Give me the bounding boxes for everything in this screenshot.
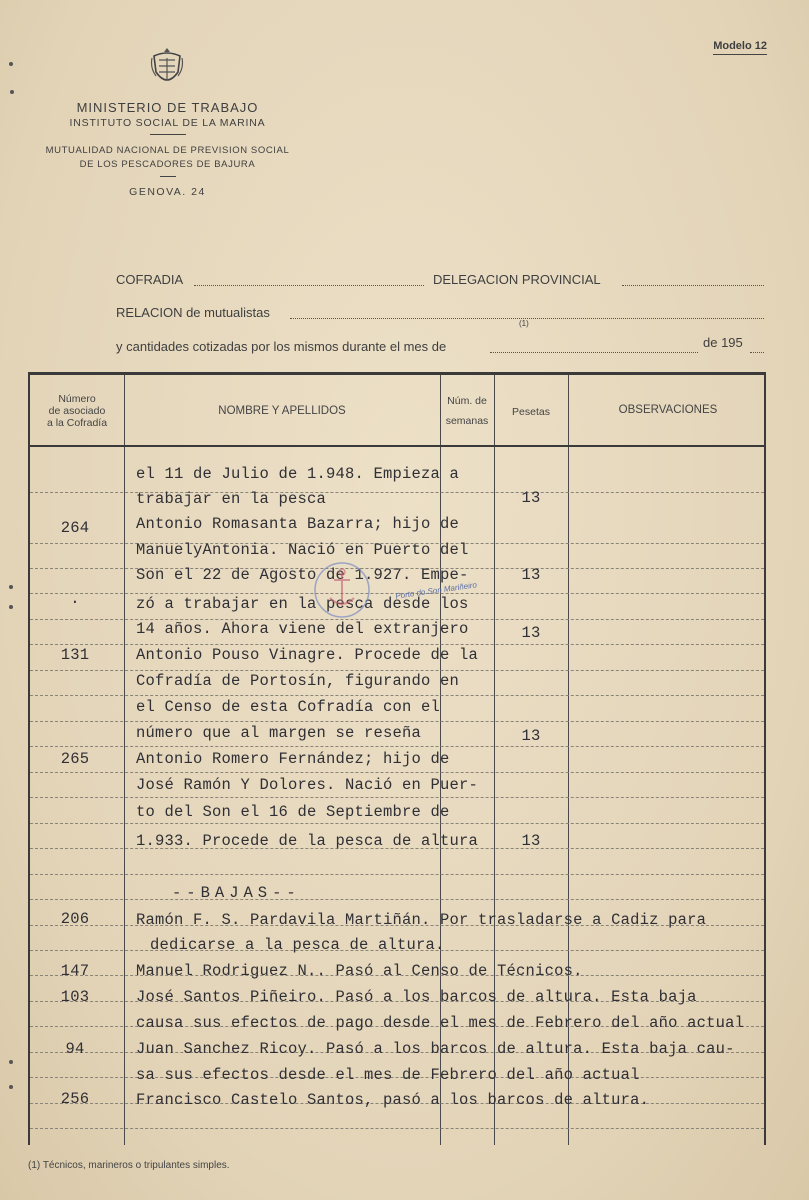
associate-number: 103 [60,988,90,1006]
entry-line: causa sus efectos de pago desde el mes de Febrero del año actual [136,1014,745,1032]
entry-line: 1.933. Procede de la pesca de altura [136,832,479,850]
margin-speck [9,1085,13,1089]
row-rule [30,746,764,747]
row-rule [30,797,764,798]
institute-title: INSTITUTO SOCIAL DE LA MARINA [69,117,266,129]
entry-line: sa sus efectos desde el mes de Febrero del año actual [136,1066,640,1084]
entry-line: to del Son el 16 de Septiembre de [136,803,450,821]
header-observaciones: OBSERVACIONES [618,404,718,416]
entry-line: Son el 22 de Agosto de 1.927. Empe- [136,566,469,584]
row-rule [30,1128,764,1129]
delegacion-field[interactable] [622,285,764,286]
entry-line: Antonio Romero Fernández; hijo de [136,750,450,768]
cofradia-field[interactable] [194,285,424,286]
row-rule [30,670,764,671]
associate-number: 147 [60,962,90,980]
row-rule [30,823,764,824]
entry-line: José Santos Piñeiro. Pasó a los barcos de altura. Esta baja [136,988,697,1006]
margin-speck [9,62,13,66]
entry-line: el 11 de Julio de 1.948. Empieza a [136,465,460,483]
pesetas-value: 13 [521,566,541,584]
row-rule [30,874,764,875]
entry-line: Manuel Rodriguez N.. Pasó al Censo de Técnicos. [136,962,583,980]
entry-line: número que al margen se reseña [136,724,422,742]
delegacion-label: DELEGACION PROVINCIAL [433,272,601,287]
entry-line: Juan Sanchez Ricoy. Pasó a los barcos de altura. Esta baja cau- [136,1040,735,1058]
column-divider [124,375,125,1145]
cantidades-label: y cantidades cotizadas por los mismos durante el mes de [116,339,447,354]
header-nombre: NOMBRE Y APELLIDOS [218,405,346,417]
entry-line: dedicarse a la pesca de altura. [150,936,445,954]
footnote: (1) Técnicos, marineros o tripulantes simples. [28,1160,230,1171]
pesetas-value: 13 [521,832,541,850]
pesetas-value: 13 [521,727,541,745]
associate-number: · [70,593,80,611]
associate-number: 206 [60,910,90,928]
model-number: Modelo 12 [713,40,767,55]
row-rule [30,899,764,900]
bajas-heading: --BAJAS-- [172,884,301,902]
pesetas-value: 13 [521,489,541,507]
coat-of-arms-icon [150,46,184,90]
header-separator [30,445,764,447]
entry-line: José Ramón Y Dolores. Nació en Puer- [136,776,479,794]
pesetas-value: 13 [521,624,541,642]
entry-line: 14 años. Ahora viene del extranjero [136,620,469,638]
margin-speck [9,605,13,609]
anchor-stamp-icon [312,560,372,620]
row-rule [30,644,764,645]
entry-line: Ramón F. S. Pardavila Martiñán. Por trasladarse a Cadiz para [136,911,707,929]
divider [160,176,176,177]
address: GENOVA. 24 [129,186,206,198]
entry-line: zó a trabajar en la pesca desde los [136,595,469,613]
associate-number: 94 [65,1040,85,1058]
year-field[interactable] [750,352,764,353]
mutual-title-line2: DE LOS PESCADORES DE BAJURA [79,159,256,170]
margin-speck [9,1060,13,1064]
associate-number: 256 [60,1090,90,1108]
header-pesetas: Pesetas [512,406,550,418]
footnote-marker: (1) [519,319,529,328]
entry-line: Cofradía de Portosín, figurando en [136,672,460,690]
header-numero: Número de asociado a la Cofradía [46,393,108,429]
associate-number: 131 [60,646,90,664]
row-rule [30,721,764,722]
associate-number: 264 [60,519,90,537]
entry-line: Antonio Romasanta Bazarra; hijo de [136,515,460,533]
row-rule [30,772,764,773]
entry-line: Antonio Pouso Vinagre. Procede de la [136,646,479,664]
relacion-label: RELACION de mutualistas [116,305,270,320]
cofradia-label: COFRADIA [116,272,184,287]
ministry-title: MINISTERIO DE TRABAJO [76,100,259,115]
entry-line: trabajar en la pesca [136,490,327,508]
divider [150,134,186,135]
year-label: de 195 [703,335,743,350]
margin-speck [10,90,14,94]
entry-line: el Censo de esta Cofradía con el [136,698,441,716]
row-rule [30,695,764,696]
margin-speck [9,585,13,589]
header-semanas: Núm. de semanas [445,395,489,427]
month-field[interactable] [490,352,698,353]
mutual-title-line1: MUTUALIDAD NACIONAL DE PREVISION SOCIAL [45,145,290,156]
entry-line: ManuelyAntonia. Nació en Puerto del [136,541,469,559]
associate-number: 265 [60,750,90,768]
stamp-text: Porto do Son Mariñeiro [394,580,478,601]
entry-line: Francisco Castelo Santos, pasó a los barcos de altura. [136,1091,650,1109]
